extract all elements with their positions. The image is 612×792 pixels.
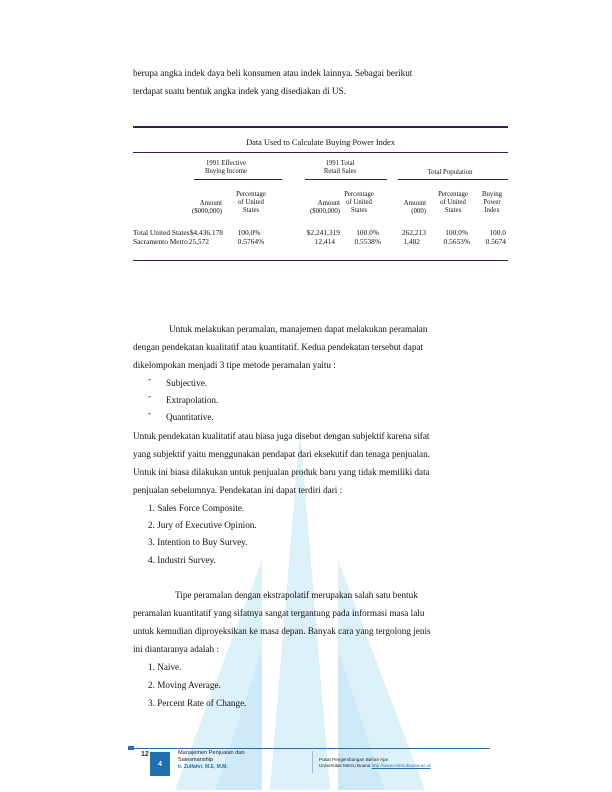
para-2-line-2: yang subjektif yaitu menggunakan pendapat dari eksekutif dan tenaga penjualan. [133, 449, 430, 459]
group-header-population: Total Population [427, 169, 473, 176]
footer-accent [128, 746, 134, 750]
table-title: Data Used to Calculate Buying Power Index [246, 138, 395, 147]
cell-retail-pct: 100.0% [356, 228, 379, 237]
para-3-line-3: untuk kemudian diproyeksikan ke masa depan. Banyak cara yang tergolong jenis [133, 626, 431, 636]
group-header-income: 1991 Effective Buying Income [204, 160, 248, 175]
cell-retail: 12,414 [314, 237, 335, 246]
cell-income-pct: 100.0% [237, 228, 261, 237]
footer-course [178, 750, 245, 771]
para-2-line-3: Untuk ini biasa dilakukan untuk penjualan produk baru yang tidak memiliki data [133, 467, 430, 477]
bullet-dash-icon: - [148, 391, 152, 401]
group-rule-population [398, 179, 508, 180]
table-top-rule [133, 126, 508, 128]
table-title-rule [133, 152, 508, 153]
para-1-line-1: Untuk melakukan peramalan, manajemen dapat melakukan peramalan [169, 324, 428, 334]
col-amount-retail: Amount ($000,000) [309, 200, 340, 215]
para-1-line-2: dengan pendekatan kualitatif atau kuantitatif. Kedua pendekatan tersebut dapat [133, 342, 424, 352]
para-3-line-2: peramalan kuantitatif yang sifatnya sangat tergantung pada informasi masa lalu [133, 608, 425, 618]
cell-retail: $2,241,319 [306, 228, 340, 237]
col-pct-pop: Percentage of United States [438, 191, 468, 214]
cell-pop: 1,482 [403, 237, 420, 246]
row-label: Total United States [133, 228, 190, 237]
footer-website-link[interactable]: http://www.mercubuana.ac.id [371, 763, 431, 768]
footer-divider [312, 751, 313, 773]
group-rule-retail [305, 179, 387, 180]
cell-bpi: 0.5674 [485, 237, 506, 246]
cell-income: $4,436,178 [189, 228, 223, 237]
para-2-line-4: penjualan sebelumnya. Pendekatan ini dapat terdiri dari : [133, 485, 343, 495]
list-item: 4. Industri Survey. [148, 555, 216, 565]
footer-center-line-2: Universitas Mercu Buana http://www.mercubuana.ac.id [319, 763, 431, 768]
footer-center-line-1: Pusat Pengembangan Bahan Ajar [319, 757, 389, 762]
list-item: 2. Jury of Executive Opinion. [148, 520, 257, 530]
list-item: 3. Percent Rate of Change. [148, 698, 247, 708]
para-1-line-3: dikelompokan menjadi 3 tipe metode peramalan yaitu : [133, 360, 336, 370]
cell-pop-pct: 0.5653% [443, 237, 470, 246]
col-pct-retail: Percentage of United States [344, 191, 374, 214]
group-rule-income [194, 179, 282, 180]
col-amount-income: Amount ($000,000) [191, 200, 222, 215]
list-item: 2. Moving Average. [148, 680, 221, 690]
cell-pop-pct: 100.0% [445, 228, 468, 237]
table-bottom-rule [133, 260, 508, 261]
para-3-line-4: ini diantaranya adalah : [133, 644, 219, 654]
intro-line-1: berupa angka indek daya beli konsumen atau indek lainnya. Sebagai berikut [133, 68, 413, 78]
row-label: Sacramento Metro [133, 237, 188, 246]
para-2-line-1: Untuk pendekatan kualitatif atau biasa juga disebut dengan subjektif karena sifat [133, 431, 430, 441]
footer-course-line-1: Manajemen Penjualan dan [178, 750, 245, 756]
cell-bpi: 100.0 [489, 228, 506, 237]
bullet-dash-icon: - [148, 374, 152, 384]
intro-line-2: terdapat suatu bentuk angka indek yang disediakan di US. [133, 86, 347, 96]
list-item: 1. Naive. [148, 662, 182, 672]
list-item: Quantitative. [166, 412, 214, 422]
list-item: 3. Intention to Buy Survey. [148, 537, 248, 547]
col-bpi: Buying Power Index [481, 191, 502, 214]
footer-author: Ir. Zulfahri, M.E, M.M. [178, 764, 228, 770]
list-item: 1. Sales Force Composite. [148, 503, 245, 513]
col-pct-income: Percentage of United States [236, 191, 266, 214]
list-item: Extrapolation. [166, 395, 219, 405]
footer-course-line-2: Salesmanship [178, 757, 214, 763]
footer-page-left: 12 [141, 751, 149, 758]
footer-center [319, 757, 431, 769]
list-item: Subjective. [166, 378, 208, 388]
para-3-line-1: Tipe peramalan dengan ekstrapolatif merupakan salah satu bentuk [175, 590, 418, 600]
bullet-dash-icon: - [148, 408, 152, 418]
col-amount-pop: Amount (000) [403, 200, 426, 215]
cell-retail-pct: 0.5538% [354, 237, 381, 246]
group-header-retail: 1991 Total Retail Sales [323, 160, 357, 175]
cell-pop: 262,213 [401, 228, 426, 237]
cell-income-pct: 0.5764% [237, 237, 265, 246]
footer-rule [128, 748, 490, 749]
cell-income: 25,572 [188, 237, 209, 246]
footer-page-number: 4 [150, 752, 170, 776]
